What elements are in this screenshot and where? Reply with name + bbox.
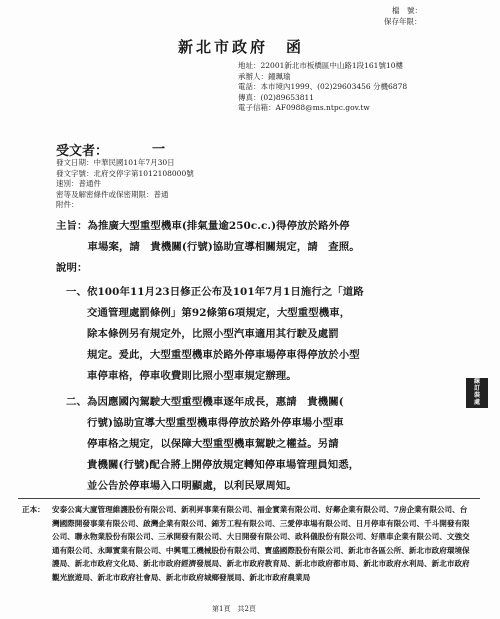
subject-line: 主旨：為推廣大型重型機車(排氣量逾250c.c.)得停放於路外停 — [56, 220, 350, 232]
explanation-item-1 — [66, 282, 364, 387]
recipient-mark: 一 — [152, 142, 166, 157]
header-info — [238, 61, 407, 114]
item-line: 停車格之規定，以保障大型重型機車駕駛之權益。另請 — [66, 438, 339, 450]
section-divider — [18, 498, 480, 499]
item-line: 並公告於停車場入口明顯處，以利民眾周知。 — [66, 480, 297, 492]
document-number: 發文字號：北府交停字第1012108000號 — [56, 168, 194, 178]
contact-person-line: 承辦人：鐘珮瑜 — [238, 71, 291, 81]
address-line: 地址：22001新北市板橋區中山路1段161號10樓 — [238, 61, 403, 70]
file-number-label: 檔 號： — [392, 6, 422, 15]
subject-block — [56, 216, 360, 258]
explanation-label: 說明： — [56, 262, 88, 274]
item-line: 貴機關(行號)配合將上開停放規定轉知停車場管理員知悉， — [66, 459, 360, 471]
phone-line: 電話：本市境內1999、(02)29603456 分機6878 — [238, 82, 408, 91]
attachment-label: 附件： — [56, 200, 79, 209]
speed-class: 速別：普通件 — [56, 179, 101, 188]
item-line: 除本條例另有規定外，比照小型汽車適用其行駛及處罰 — [66, 328, 339, 340]
item-line: 規定。爰此，大型重型機車於路外停車場停車得停放於小型 — [66, 349, 360, 361]
item-line: 行號)協助宣導大型重型機車得停放於路外停車場小型車 — [66, 417, 344, 429]
item-line: 二、為因應國內駕駛大型重型機車逐年成長，惠請 貴機關( — [66, 396, 344, 408]
item-line: 一、依100年11月23日修正公布及101年7月1日施行之「道路 — [66, 286, 364, 298]
retention-period-label: 保存年限： — [384, 17, 422, 26]
fax-line: 傳真：(02)89653811 — [238, 92, 315, 102]
email-line: 電子信箱：AF0988@ms.ntpc.gov.tw — [238, 103, 370, 112]
cc-label: 正本： — [22, 505, 45, 514]
security-class: 密等及解密條件或保密期限：普通 — [56, 189, 169, 199]
item-line: 交通管理處罰條例」第92條第6項規定，大型重型機車， — [66, 307, 351, 319]
subject-line: 車場案，請 貴機關(行號)協助宣導相關規定，請 查照。 — [56, 241, 360, 253]
binding-stamp: 線 訂 裝 處 — [466, 378, 488, 408]
recipient-label: 受文者： — [56, 144, 109, 159]
cc-recipients: 安泰公寓大廈管理維護股份有限公司、新利昇事業有限公司、福金實業有限公司、好鄰企業有限公司、7房企業有限公司、台灣國際開發事業有限公司、啟灣企業有限公司、錦芳工程有限公司、三愛停車場有限公司、日月停車有限公司、千斗開發有限公司、聯永物業股份有限公司、三承開發有限公司、大日開發有限公司、政科儀股份有限公司、好鼎車企業有限公司、文強交通有限公司、永暉實業有限公司、中興電工機械股份有限公司、寶盛國際股份有限公司、新北市各區公所、新北市政府環境保護局、新北市政府文化局、新北市政府經濟發展局、新北市政府教育局、新北市政府都市局、新北市政府水利局、新北市政府觀光旅遊局、新北市政府社會局、新北市政府城鄉發展局、新北市政府農業局 — [52, 505, 470, 582]
document-title: 新北市政府 函 — [178, 38, 305, 56]
item-line: 車停車格，停車收費則比照小型車規定辦理。 — [66, 370, 297, 382]
page-number: 第1頁 共2頁 — [212, 605, 256, 613]
issue-date: 發文日期：中華民國101年7月30日 — [56, 158, 175, 167]
explanation-item-2 — [66, 392, 359, 497]
send-info — [56, 158, 194, 211]
